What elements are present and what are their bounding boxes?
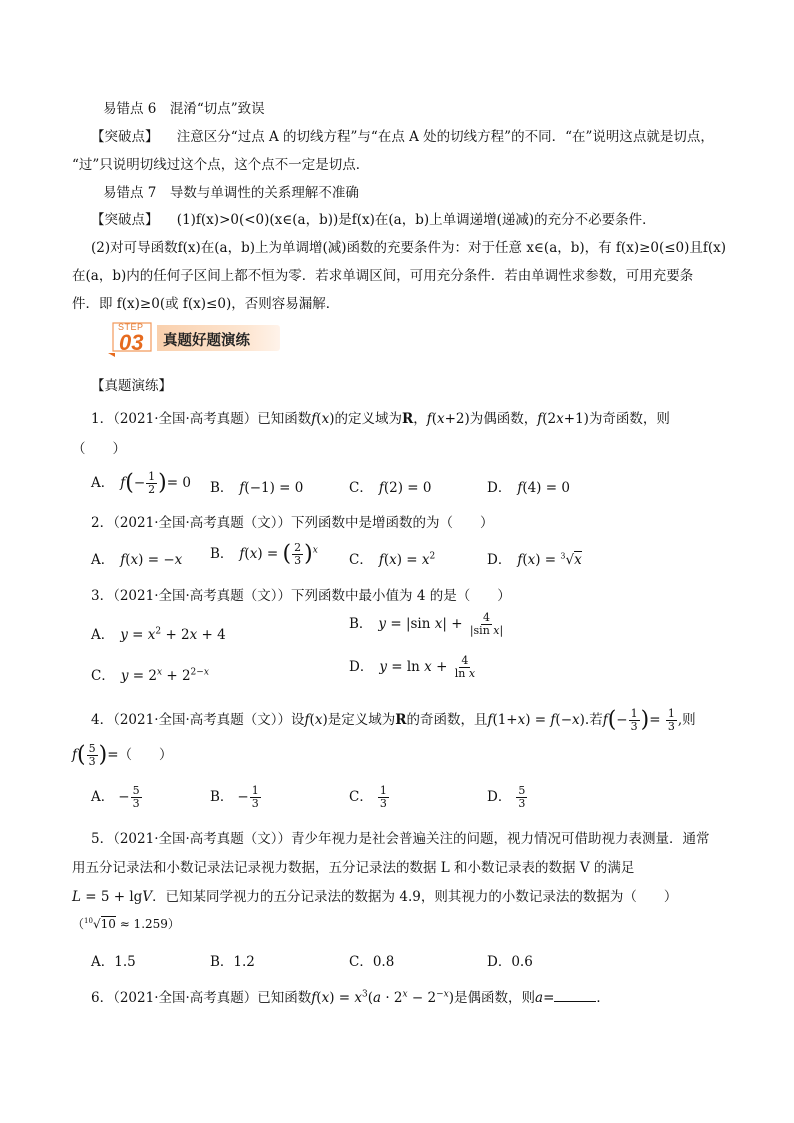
q1-R: R xyxy=(401,411,414,427)
q1-stem-e: 为奇函数，则 xyxy=(588,411,670,427)
q4-stem xyxy=(91,708,696,733)
q5-line-1: 5．（2021·全国·高考真题（文））青少年视力是社会普遍关注的问题，视力情况可借助视力表测量．通常 xyxy=(91,831,710,847)
q4-condition: f(1+x) = f(−x). xyxy=(487,712,590,728)
q2-option-c[interactable]: C． $f(x) = x^2$ xyxy=(349,551,436,568)
q6-stem: 6．（2021·全国·高考真题）已知函数$f(x) = x^3(a \cdot 2^x - 2^{-x})$是偶函数，则a= ． xyxy=(91,989,610,1006)
q5-option-b[interactable]: B．1.2 xyxy=(210,954,255,970)
q5-option-d[interactable]: D．0.6 xyxy=(487,954,533,970)
step-word: STEP xyxy=(118,322,144,332)
q4-stem-d: 若 xyxy=(589,712,603,728)
pitfall-7-line-1: (1)f(x)>0(<0)(x∈(a，b))是f(x)在(a，b)上单调递增(递减)的充分不必要条件． xyxy=(176,212,656,228)
q1-fx: f(x) xyxy=(311,411,335,427)
section-tag: 【真题演练】 xyxy=(91,378,172,394)
q6-stem-c: ． xyxy=(596,990,610,1006)
q1-option-b[interactable]: B． f(−1) = 0 xyxy=(210,480,304,496)
q3-option-b[interactable]: B． y = |sin x| + $\frac{4}{\text{|sin x|}}$ xyxy=(349,611,504,637)
q4-R: R xyxy=(395,712,407,728)
q1-f2x1: f(2x+1) xyxy=(537,411,589,427)
q1-stem xyxy=(91,407,670,427)
q3-stem: 3．（2021·全国·高考真题（文））下列函数中最小值为 4 的是（ ） xyxy=(91,588,511,604)
step-banner xyxy=(105,321,280,359)
q6-stem-b: 是偶函数，则 xyxy=(454,990,535,1006)
q1-paren: （ ） xyxy=(72,441,126,457)
q6-function: $f(x) = x^3(a \cdot 2^x - 2^{-x})$ xyxy=(311,989,454,1006)
q2-option-a[interactable]: A． f(x) = −x xyxy=(91,552,183,568)
q4-stem-a: 4．（2021·全国·高考真题（文））设 xyxy=(91,712,305,728)
q4-given: f(− $\frac{1}{3}$ )= $\frac{1}{3}$ , xyxy=(602,707,683,733)
q1-option-d[interactable]: D． f(4) = 0 xyxy=(487,480,570,496)
q4-stem-c: 的奇函数，且 xyxy=(406,712,488,728)
q4-option-b[interactable]: B． − $\frac{1}{3}$ xyxy=(210,784,259,810)
q4-option-d[interactable]: D． $\frac{5}{3}$ xyxy=(487,784,526,810)
q5-line-2: 用五分记录法和小数记录法记录视力数据，五分记录法的数据 L 和小数记录表的数据 V 的满足 xyxy=(72,860,635,876)
pitfall-6-heading: 易错点 6 混淆“切点”致误 xyxy=(103,101,265,117)
q6-a: a xyxy=(535,990,544,1006)
breakthrough-tag: 【突破点】 xyxy=(91,212,159,228)
pitfall-7-line-4: 件．即 f(x)≥0(或 f(x)≤0)，否则容易漏解． xyxy=(72,296,340,312)
q5-option-c[interactable]: C．0.8 xyxy=(349,954,395,970)
q4-stem-b: 是定义域为 xyxy=(327,712,396,728)
pitfall-7-text-1 xyxy=(91,208,656,228)
q5-option-a[interactable]: A．1.5 xyxy=(91,954,136,970)
q5-note: （$^{10}$√10 ≈ 1.259） xyxy=(72,917,180,931)
q6-answer-blank[interactable] xyxy=(554,989,596,1002)
q4-stem-e: 则 xyxy=(682,712,696,728)
breakthrough-tag: 【突破点】 xyxy=(91,129,159,145)
q3-option-d[interactable]: D． y = ln x + $\frac{4}{\text{ln x}}$ xyxy=(349,654,476,680)
pitfall-6-line-1: 注意区分“过点 A 的切线方程”与“在点 A 处的切线方程”的不同．“在”说明这点就是切点， xyxy=(176,129,714,145)
pitfall-6-text-1 xyxy=(91,125,714,145)
q3-option-c[interactable]: C． $y = 2^x + 2^{2-x}$ xyxy=(91,667,209,684)
q4-option-c[interactable]: C． $\frac{1}{3}$ xyxy=(349,784,387,810)
q4-fx: f(x) xyxy=(304,712,328,728)
pitfall-7-heading: 易错点 7 导数与单调性的关系理解不准确 xyxy=(103,185,359,201)
q5-line-3: L = 5 + lgV．已知某同学视力的五分记录法的数据为 4.9，则其视力的小数记录法的数据为（ ） xyxy=(72,889,678,905)
pitfall-7-line-2: (2)对可导函数f(x)在(a，b)上为单调增(减)函数的充要条件为：对于任意 x∈(a，b)，有 f(x)≥0(≤0)且f(x) xyxy=(91,240,727,256)
q2-option-d[interactable]: D． f(x) = $^3$√x xyxy=(487,551,582,568)
q1-stem-b: 的定义域为 xyxy=(334,411,402,427)
q1-option-a[interactable]: A． f(− $\frac{1}{2}$ )= 0 xyxy=(91,470,191,496)
pitfall-6-line-2: “过”只说明切线过这个点，这个点不一定是切点． xyxy=(72,157,370,173)
pitfall-7-line-3: 在(a，b)内的任何子区间上都不恒为零．若求单调区间，可用充分条件．若由单调性求参数，可用充要条 xyxy=(72,268,694,284)
q1-stem-d: 为偶函数， xyxy=(469,411,538,427)
q1-fx2: f(x+2) xyxy=(426,411,470,427)
q1-option-c[interactable]: C． f(2) = 0 xyxy=(349,480,432,496)
q4-option-a[interactable]: A． − $\frac{5}{3}$ xyxy=(91,784,140,810)
q1-stem-c: ， xyxy=(413,411,427,427)
q1-stem-a: 1．（2021·全国·高考真题）已知函数 xyxy=(91,411,312,427)
step-title: 真题好题演练 xyxy=(163,333,250,349)
q2-stem: 2．（2021·全国·高考真题（文））下列函数中是增函数的为（ ） xyxy=(91,515,494,531)
q2-option-b[interactable]: B． f(x) = ( $\frac{2}{3}$ )$^x$ xyxy=(210,541,318,567)
q4-question: f( $\frac{5}{3}$ )=（ ） xyxy=(72,742,173,768)
step-number: 03 xyxy=(119,330,144,355)
step-badge xyxy=(105,321,157,357)
q6-stem-a: 6．（2021·全国·高考真题）已知函数 xyxy=(91,990,312,1006)
q3-option-a[interactable]: A． $y = x^2 + 2x + 4$ xyxy=(91,626,226,643)
